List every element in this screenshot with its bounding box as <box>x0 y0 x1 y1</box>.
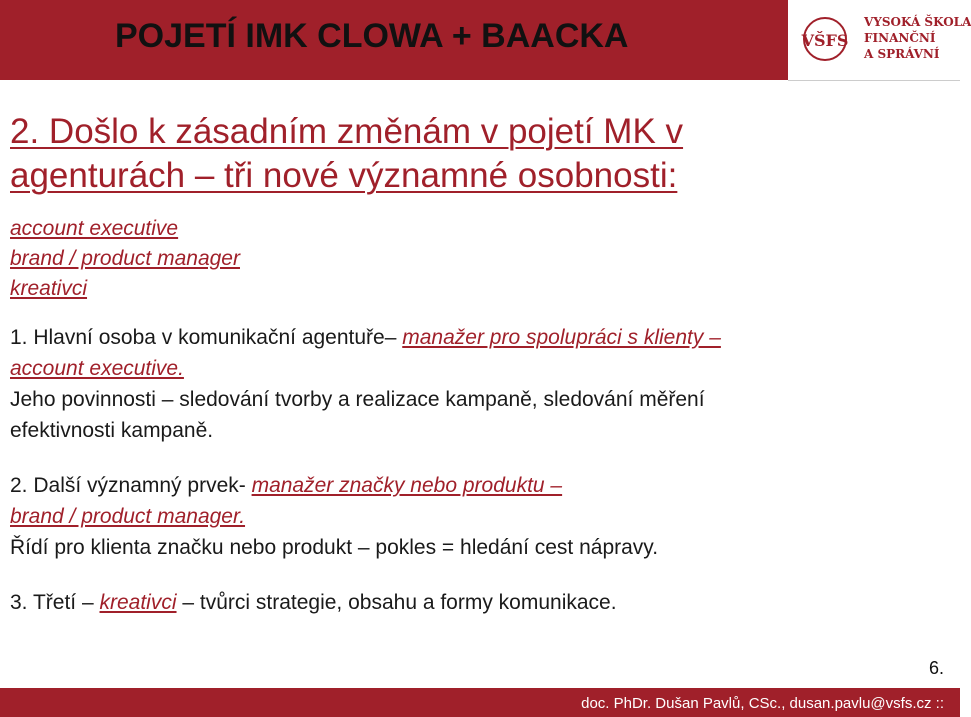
logo-mark-text: VŠFS <box>801 31 849 50</box>
item-3-prefix: 3. Třetí – <box>10 591 100 614</box>
item-1-line-2 <box>10 353 955 384</box>
item-2 <box>10 470 955 563</box>
item-3-suffix: – tvůrci strategie, obsahu a formy komunikace. <box>176 591 617 614</box>
logo-line-1: VYSOKÁ ŠKOLA <box>864 15 971 29</box>
school-logo <box>788 0 971 81</box>
item-3-highlight: kreativci <box>99 591 177 614</box>
item-2-highlight-2: brand / product manager. <box>10 505 246 528</box>
item-3-line <box>10 587 955 618</box>
section-heading <box>10 110 955 198</box>
item-1-line-1 <box>10 322 955 353</box>
role-brand-manager: brand / product manager <box>10 247 240 270</box>
slide-content <box>10 110 955 618</box>
logo-line-3: A SPRÁVNÍ <box>864 47 940 61</box>
item-1-desc-2: efektivnosti kampaně. <box>10 419 214 442</box>
page-number: 6. <box>928 658 944 678</box>
item-1-highlight-2: account executive. <box>10 357 184 380</box>
footer-bar <box>0 688 960 717</box>
logo-text <box>864 14 971 62</box>
vsfs-logo-icon <box>802 10 848 68</box>
heading-line-2: agenturách – tři nové významné osobnosti: <box>10 156 678 195</box>
item-2-line-2 <box>10 501 955 532</box>
item-2-prefix: 2. Další významný prvek- <box>10 474 252 497</box>
item-3 <box>10 587 955 618</box>
footer-text: doc. PhDr. Dušan Pavlů, CSc., dusan.pavlu@vsfs.cz :: <box>581 695 944 712</box>
item-2-line-1 <box>10 470 955 501</box>
item-2-desc: Řídí pro klienta značku nebo produkt – pokles = hledání cest nápravy. <box>10 536 659 559</box>
item-2-highlight-1: manažer značky nebo produktu – <box>251 474 563 497</box>
role-account-executive: account executive <box>10 217 179 240</box>
logo-line-2: FINANČNÍ <box>864 31 936 45</box>
heading-line-1: 2. Došlo k zásadním změnám v pojetí MK v <box>10 112 684 151</box>
page-title: POJETÍ IMK CLOWA + BAACKA <box>115 17 629 55</box>
item-1-prefix: 1. Hlavní osoba v komunikační agentuře– <box>10 326 403 349</box>
roles-list <box>10 214 955 304</box>
role-kreativci: kreativci <box>10 277 88 300</box>
header-bar <box>0 0 788 80</box>
item-1 <box>10 322 955 446</box>
item-1-highlight-1: manažer pro spolupráci s klienty – <box>402 326 721 349</box>
item-1-desc-1: Jeho povinnosti – sledování tvorby a realizace kampaně, sledování měření <box>10 388 705 411</box>
